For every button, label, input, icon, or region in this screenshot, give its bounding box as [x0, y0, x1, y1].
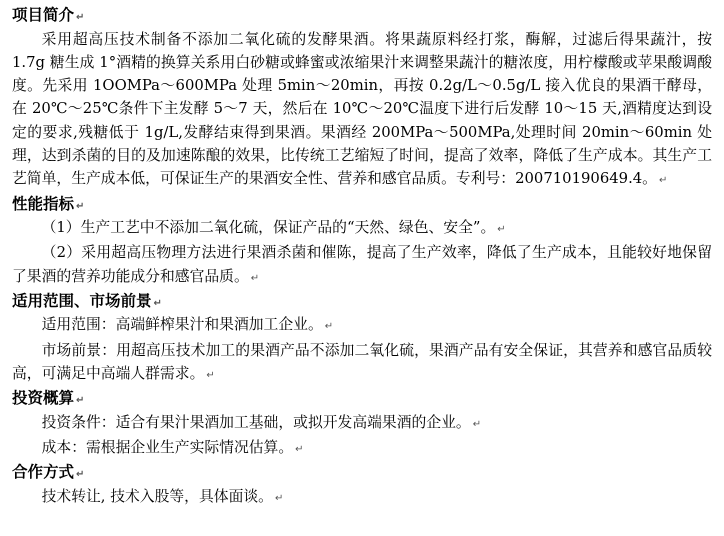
heading-text: 适用范围、市场前景 [12, 291, 152, 310]
paragraph-mark-icon: ↵ [274, 492, 284, 504]
performance-item-text: （2）采用超高压物理方法进行果酒杀菌和催陈，提高了生产效率，降低了生产成本，且能较好地保留了果酒的营养功能成分和感官品质。 [12, 244, 712, 285]
section-heading [12, 387, 712, 411]
paragraph-mark-icon: ↵ [658, 175, 668, 187]
intro-body: 采用超高压技术制备不添加二氧化硫的发酵果酒。将果蔬原料经打浆，酶解，过滤后得果蔬汁，按 1.7g 糖生成 1°酒精的换算关系用白砂糖或蜂蜜或浓缩果汁来调整果蔬汁的糖浓度，用柠檬酸或苹果酸调酸度。先采用 1OOMPa～600MPa 处理 5min～20min，再按 0.2g/L～0.5g/L 接入优良的果酒干酵母，在 20℃～25℃条件下主发酵 5～7 天，然后在 10℃～20℃温度下进行后发酵 10～15 天,酒精度达到设定的要求,残糖低于 1g/L,发酵结束得到果酒。果酒经 200MPa～500MPa,处理时间 20min～60min 处理，达到杀菌的目的及加速陈酿的效果，比传统工艺缩短了时间，提高了效率，降低了生产成本。其生产工艺简单，生产成本低，可保证生产的果酒安全性、营养和感官品质。专利号：200710190649.4。 [12, 30, 712, 188]
scope-paragraph [12, 313, 712, 338]
performance-item-1 [12, 216, 712, 241]
section-performance [12, 193, 712, 290]
paragraph-mark-icon: ↵ [76, 469, 85, 481]
heading-text: 投资概算 [12, 389, 75, 408]
paragraph-mark-icon: ↵ [472, 418, 482, 430]
heading-text: 合作方式 [12, 463, 75, 482]
performance-item-text: （1）生产工艺中不添加二氧化硫，保证产品的“天然、绿色、安全”。 [41, 219, 496, 237]
section-heading [12, 290, 712, 314]
paragraph-mark-icon: ↵ [206, 370, 215, 382]
market-paragraph [12, 339, 712, 388]
cooperation-paragraph [12, 485, 712, 510]
paragraph-mark-icon: ↵ [76, 12, 85, 23]
investment-cost-paragraph [12, 436, 712, 461]
paragraph-mark-icon: ↵ [250, 272, 260, 284]
cooperation-text: 技术转让, 技术入股等，具体面谈。 [41, 487, 273, 505]
paragraph-mark-icon: ↵ [153, 297, 162, 309]
heading-text: 项目简介 [12, 6, 75, 24]
intro-paragraph [12, 28, 712, 193]
paragraph-mark-icon: ↵ [295, 444, 304, 456]
section-scope [12, 290, 712, 387]
investment-conditions-text: 投资条件：适合有果汁果酒加工基础，或拟开发高端果酒的企业。 [41, 413, 471, 431]
investment-conditions-paragraph [12, 411, 712, 436]
performance-item-2 [12, 241, 712, 290]
section-cooperation [12, 461, 712, 510]
market-text: 市场前景：用超高压技术加工的果酒产品不添加二氧化硫，果酒产品有安全保证，其营养和感官品质较高，可满足中高端人群需求。 [12, 341, 712, 383]
heading-text: 性能指标 [12, 194, 75, 213]
paragraph-mark-icon: ↵ [76, 200, 85, 212]
section-heading [12, 193, 712, 217]
section-heading [12, 461, 712, 485]
section-heading [12, 4, 712, 28]
section-intro [12, 4, 712, 193]
section-investment [12, 387, 712, 461]
paragraph-mark-icon: ↵ [76, 395, 85, 407]
investment-cost-text: 成本：需根据企业生产实际情况估算。 [41, 439, 294, 457]
scope-text: 适用范围：高端鲜榨果汁和果酒加工企业。 [41, 316, 323, 334]
paragraph-mark-icon: ↵ [324, 321, 334, 333]
paragraph-mark-icon: ↵ [497, 224, 506, 236]
